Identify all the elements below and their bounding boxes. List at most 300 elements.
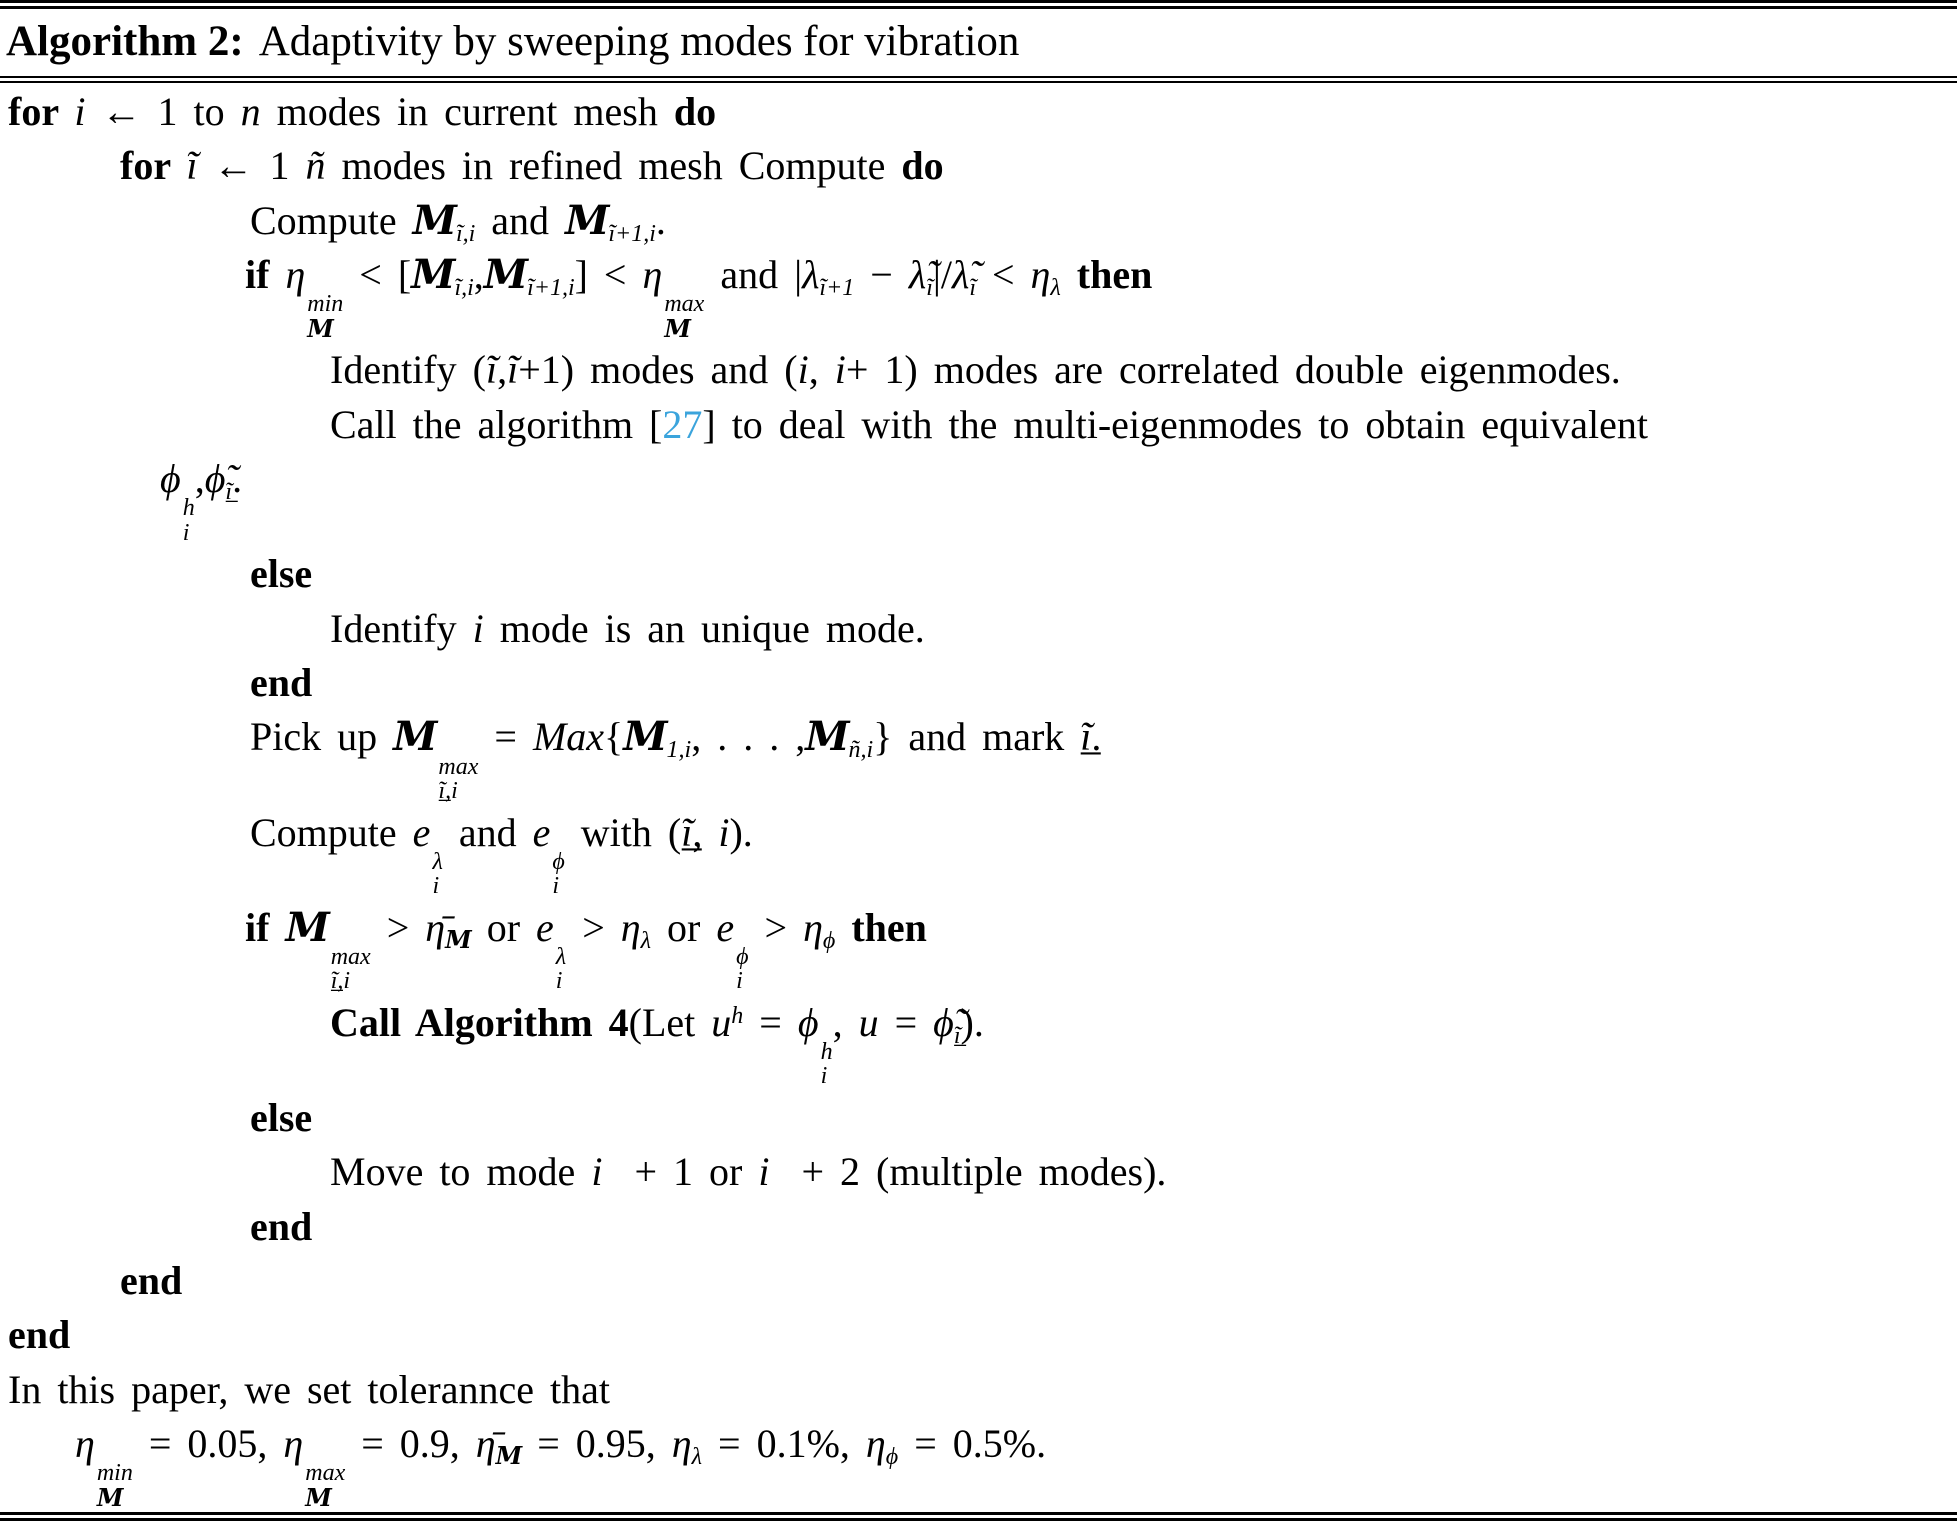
text-run [797, 999, 833, 1090]
superscript: h [182, 495, 195, 522]
text-run [691, 714, 805, 759]
base-text: + 1) modes are correlated double eigenmodes. [845, 347, 1621, 393]
text-run [250, 810, 413, 855]
base-text: Pick up [250, 714, 394, 760]
text-run [602, 1149, 758, 1194]
text-run [681, 810, 692, 855]
text-run [75, 1421, 133, 1512]
text-run [261, 89, 674, 134]
supsub-stack [331, 945, 371, 994]
base-text: end [8, 1312, 71, 1358]
text-run [809, 347, 835, 392]
base-text: η [283, 1421, 304, 1467]
base-text: + 2 (multiple modes). [769, 1149, 1167, 1195]
subscript: ϕ [885, 1444, 899, 1471]
subscript: ĩ+1 [819, 275, 855, 302]
base-text: , [808, 347, 835, 393]
algorithm-line [0, 901, 1957, 996]
base-text: i [834, 347, 846, 393]
text-run [854, 252, 909, 297]
base-text: M [565, 196, 609, 244]
text-run [898, 1421, 1046, 1466]
text-run [475, 198, 565, 243]
algorithm-line [0, 602, 1957, 656]
text-run [711, 1000, 743, 1045]
base-text: λ̃ [951, 252, 970, 298]
text-run [283, 1421, 346, 1512]
text-run [250, 1095, 312, 1140]
text-run [250, 1204, 312, 1249]
base-text: , [497, 347, 508, 393]
text-run [232, 456, 242, 501]
base-text: ] to deal with the multi-eigenmodes to obtain equivalent [702, 401, 1648, 447]
supsub-stack [183, 496, 195, 545]
base-text: n [240, 89, 261, 134]
base-text: . [1091, 714, 1102, 760]
subscript: 1,i [666, 737, 692, 764]
base-text: ĩ [507, 347, 519, 393]
base-text: i [718, 809, 730, 855]
base-text: = 0.9, [345, 1421, 476, 1467]
base-text: , . . . , [691, 714, 806, 760]
base-text: η̄ [475, 1421, 496, 1467]
supsub-stack [821, 1040, 833, 1089]
base-text: η [620, 904, 641, 950]
base-text: i [74, 89, 86, 134]
text-run [195, 456, 205, 501]
base-text: Max [532, 714, 605, 760]
base-text: ). [729, 809, 753, 855]
base-text: ĩ [485, 347, 498, 393]
text-run [879, 1000, 934, 1045]
base-text: η [75, 1421, 95, 1467]
subscript: M [495, 1441, 522, 1471]
base-text: e [536, 904, 554, 950]
base-text: M [393, 713, 437, 761]
text-run [8, 1312, 70, 1357]
text-run [591, 1149, 602, 1194]
base-text: else [250, 1094, 313, 1140]
text-run [743, 1000, 798, 1045]
base-text: ). [960, 999, 984, 1045]
base-text: mode is an unique mode. [483, 605, 925, 651]
text-run [330, 402, 662, 447]
supsub-stack [438, 755, 478, 804]
text-run [197, 143, 305, 188]
text-run [1061, 252, 1153, 297]
text-run [330, 1000, 629, 1045]
text-run [604, 714, 623, 759]
text-run [716, 904, 749, 995]
algorithm-caption: Adaptivity by sweeping modes for vibration [258, 18, 1020, 65]
base-text: with ( [564, 809, 682, 855]
text-run [325, 143, 901, 188]
text-run [412, 809, 443, 900]
superscript: h [820, 1038, 833, 1065]
algorithm-line [0, 139, 1957, 193]
text-run [873, 714, 1080, 759]
text-run [475, 1421, 522, 1471]
base-text: i [797, 347, 809, 393]
supsub-stack [664, 292, 704, 341]
base-text: ϕ̃ [933, 999, 954, 1045]
algorithm-line [0, 398, 1957, 452]
base-text: do [673, 89, 717, 134]
text-run [285, 252, 344, 343]
base-text: +1) modes and ( [518, 347, 798, 393]
supsub-stack [552, 850, 564, 899]
algorithm-body [0, 83, 1957, 1512]
text-run [74, 89, 85, 134]
base-text: = 0.1%, [702, 1421, 866, 1467]
algorithm-line [0, 996, 1957, 1091]
subscript: i [736, 968, 743, 995]
text-run [478, 714, 533, 759]
base-text: , [473, 252, 484, 298]
supsub-stack [97, 1461, 133, 1510]
text-run [620, 904, 651, 954]
subscript: i [182, 519, 190, 546]
text-run [629, 1000, 712, 1045]
base-text: , [692, 809, 719, 855]
text-run [798, 347, 809, 392]
text-run [671, 1421, 703, 1471]
algorithm-line [0, 248, 1957, 343]
text-run [85, 89, 240, 134]
text-run [305, 143, 325, 188]
text-run [497, 347, 507, 392]
subscript: i [552, 873, 560, 900]
text-run [846, 347, 1621, 392]
base-text: η [285, 252, 306, 298]
base-text: or [470, 904, 537, 950]
base-text: Identify ( [330, 347, 486, 393]
text-run [1091, 714, 1101, 759]
base-text: > [748, 904, 804, 950]
base-text: } and mark [873, 714, 1081, 760]
base-text: η̄ [425, 904, 446, 950]
base-text: η [642, 252, 663, 298]
text-run [901, 143, 943, 188]
supsub-stack [556, 945, 566, 994]
superscript: max [664, 291, 705, 318]
text-run [565, 810, 681, 855]
subscript: λ [1050, 275, 1061, 302]
subscript: ĩ [969, 275, 976, 302]
superscript: max [305, 1460, 346, 1487]
text-run [250, 660, 312, 705]
base-text: e [532, 809, 551, 855]
base-text: and [475, 197, 566, 243]
base-text: i [472, 605, 484, 651]
superscript: max [438, 753, 479, 780]
base-text: i [758, 1149, 770, 1195]
algorithm-line [0, 656, 1957, 710]
base-text: η [865, 1421, 886, 1467]
text-run [8, 1367, 610, 1412]
base-text: if [245, 252, 286, 298]
text-run [345, 1421, 476, 1466]
base-text: ] < [574, 252, 643, 298]
text-run [758, 1149, 769, 1194]
text-run [285, 903, 371, 995]
subscript: ĩ+1,i [608, 220, 656, 247]
base-text: u [858, 999, 879, 1045]
subscript: M [307, 313, 333, 343]
base-text: , [194, 456, 205, 502]
text-run [566, 905, 621, 950]
base-text: ϕ̃ [204, 456, 226, 502]
subscript: M [445, 924, 471, 954]
base-text: > [566, 904, 621, 950]
text-run [803, 904, 836, 954]
base-text: ϕ [797, 999, 819, 1045]
base-text: u [711, 999, 732, 1045]
algorithm-line [0, 452, 1957, 547]
subscript: ĩ̲ [953, 1022, 961, 1049]
subscript: λ [640, 927, 651, 954]
base-text: . [655, 197, 666, 243]
text-run [674, 89, 716, 134]
text-run [186, 143, 197, 188]
base-text: for [8, 89, 75, 134]
algorithm-label: Algorithm 2: [6, 18, 244, 65]
text-run [729, 810, 752, 855]
algorithm-line [0, 1145, 1957, 1199]
text-run [250, 198, 413, 243]
base-text: . [232, 456, 243, 502]
text-run [565, 196, 656, 247]
text-run [642, 252, 705, 343]
base-text: ← 1 [197, 143, 306, 189]
text-run [412, 196, 476, 247]
text-run [833, 1000, 859, 1045]
text-run [702, 402, 1648, 447]
superscript: min [96, 1460, 133, 1487]
base-text: M [483, 251, 528, 299]
base-text: else [250, 551, 313, 597]
base-text: , [832, 999, 859, 1045]
algorithm-line [0, 343, 1957, 397]
algorithm-line [0, 1308, 1957, 1362]
header-rule [0, 76, 1957, 83]
subscript: ĩ+1,i [527, 275, 575, 302]
algorithm-line [0, 1091, 1957, 1145]
base-text: Call the algorithm [ [330, 401, 663, 447]
base-text: if [245, 904, 286, 950]
citation-link[interactable] [662, 402, 702, 447]
superscript: ϕ [736, 943, 749, 970]
supsub-stack [305, 1461, 345, 1510]
base-text: ĩ̲ [1080, 714, 1092, 760]
base-text: e [716, 904, 735, 950]
text-run [471, 905, 536, 950]
superscript: λ [555, 943, 567, 970]
superscript: h [731, 1002, 744, 1029]
text-run [656, 198, 666, 243]
subscript: i [820, 1063, 828, 1090]
superscript: min [307, 291, 344, 318]
text-run [521, 1421, 672, 1466]
text-run [835, 347, 846, 392]
base-text: Compute [250, 809, 413, 855]
bottom-rule [0, 1512, 1957, 1521]
base-text: modes in current mesh [260, 89, 674, 134]
base-text: ← 1 to [85, 89, 241, 134]
base-text: then [835, 904, 927, 950]
text-run [425, 904, 471, 954]
base-text: η [1030, 252, 1051, 298]
base-text: M [412, 196, 456, 244]
text-run [343, 252, 411, 297]
subscript: ĩ̲,i [438, 778, 458, 805]
base-text: modes in refined mesh Compute [325, 143, 902, 189]
base-text: and | [704, 252, 803, 298]
text-run [692, 810, 718, 855]
base-text: η [803, 904, 823, 950]
base-text: ĩ̲ [681, 809, 693, 855]
text-run [835, 905, 927, 950]
text-run [769, 1149, 1166, 1194]
text-run [536, 904, 567, 995]
text-run [204, 456, 233, 506]
text-run [133, 1421, 284, 1466]
supsub-stack [736, 945, 748, 994]
algorithm-line [0, 710, 1957, 805]
text-run [951, 252, 976, 302]
text-run [859, 1000, 879, 1045]
base-text: i [591, 1149, 603, 1195]
base-text: end [250, 659, 313, 705]
text-run [976, 252, 1031, 297]
text-run [533, 714, 604, 759]
citation-number[interactable]: 27 [662, 401, 703, 447]
base-text: = [478, 714, 533, 760]
text-run [250, 551, 312, 596]
text-run [411, 251, 474, 302]
base-text: do [901, 143, 944, 189]
base-text: − [854, 252, 909, 298]
algorithm-line [0, 1254, 1957, 1308]
text-run [532, 809, 565, 900]
text-run [651, 905, 716, 950]
top-rule [0, 0, 1957, 9]
text-run [371, 905, 426, 950]
text-run [245, 252, 285, 297]
supsub-stack [307, 292, 343, 341]
text-run [486, 347, 497, 392]
text-run [160, 456, 195, 546]
text-run [718, 810, 729, 855]
base-text: then [1060, 252, 1153, 298]
base-text: In this paper, we set tolerannce that [8, 1366, 610, 1412]
text-run [805, 713, 874, 764]
subscript: i [555, 968, 563, 995]
base-text: end [120, 1258, 183, 1304]
text-run [443, 810, 533, 855]
algorithm-line [0, 1363, 1957, 1417]
base-text: end [250, 1203, 313, 1249]
text-run [245, 905, 285, 950]
text-run [483, 251, 575, 302]
base-text: < [ [343, 252, 412, 298]
base-text: or [651, 904, 717, 950]
text-run [702, 1421, 866, 1466]
base-text: = 0.95, [521, 1421, 672, 1467]
text-run [749, 905, 804, 950]
subscript: ϕ [822, 927, 836, 954]
subscript: ĩ̲ [225, 479, 233, 506]
text-run [908, 252, 933, 302]
base-text: (Let [628, 999, 712, 1045]
text-run [575, 252, 643, 297]
superscript: max [330, 943, 371, 970]
base-text: M [805, 713, 849, 761]
text-run [393, 713, 479, 805]
text-run [961, 1000, 984, 1045]
base-text: M [285, 903, 329, 951]
subscript: M [305, 1482, 331, 1512]
base-text: M [623, 713, 667, 761]
text-run [1080, 714, 1091, 759]
subscript: ĩ̲,i [330, 968, 351, 995]
algorithm-title [0, 9, 1957, 76]
base-text: M [411, 251, 455, 299]
text-run [518, 347, 797, 392]
base-text: λ [802, 252, 820, 298]
text-run [1030, 252, 1061, 302]
base-text: Move to mode [330, 1149, 592, 1195]
text-run [802, 252, 855, 302]
text-run [474, 252, 484, 297]
subscript: ĩ,i [454, 275, 474, 302]
base-text: Call Algorithm 4 [330, 999, 629, 1045]
subscript: ĩ,i [455, 220, 476, 247]
base-text: + 1 or [602, 1149, 759, 1195]
superscript: λ [432, 848, 443, 875]
algorithm-line [0, 1417, 1957, 1512]
text-run [330, 606, 473, 651]
text-run [933, 999, 961, 1049]
base-text: Identify [330, 605, 473, 651]
text-run [250, 714, 393, 759]
text-run [623, 713, 692, 764]
base-text: = 0.05, [132, 1421, 284, 1467]
base-text: = [743, 999, 798, 1045]
base-text: { [604, 714, 624, 760]
text-run [473, 606, 484, 651]
text-run [241, 89, 261, 134]
base-text: ϕ [160, 456, 181, 502]
algorithm-line [0, 547, 1957, 601]
base-text: |/ [932, 252, 952, 298]
subscript: ñ,i [848, 737, 874, 764]
algorithm-line [0, 806, 1957, 901]
text-run [865, 1421, 899, 1471]
algorithm-line [0, 1200, 1957, 1254]
subscript: M [96, 1482, 123, 1512]
subscript: ĩ [926, 275, 933, 302]
text-run [120, 143, 186, 188]
base-text: for [120, 143, 187, 189]
base-text: e [412, 809, 431, 855]
superscript: ϕ [552, 848, 565, 875]
text-run [8, 89, 74, 134]
base-text: and [442, 809, 533, 855]
base-text: Compute [250, 197, 413, 243]
algorithm-line [0, 194, 1957, 248]
subscript: λ [691, 1444, 703, 1471]
